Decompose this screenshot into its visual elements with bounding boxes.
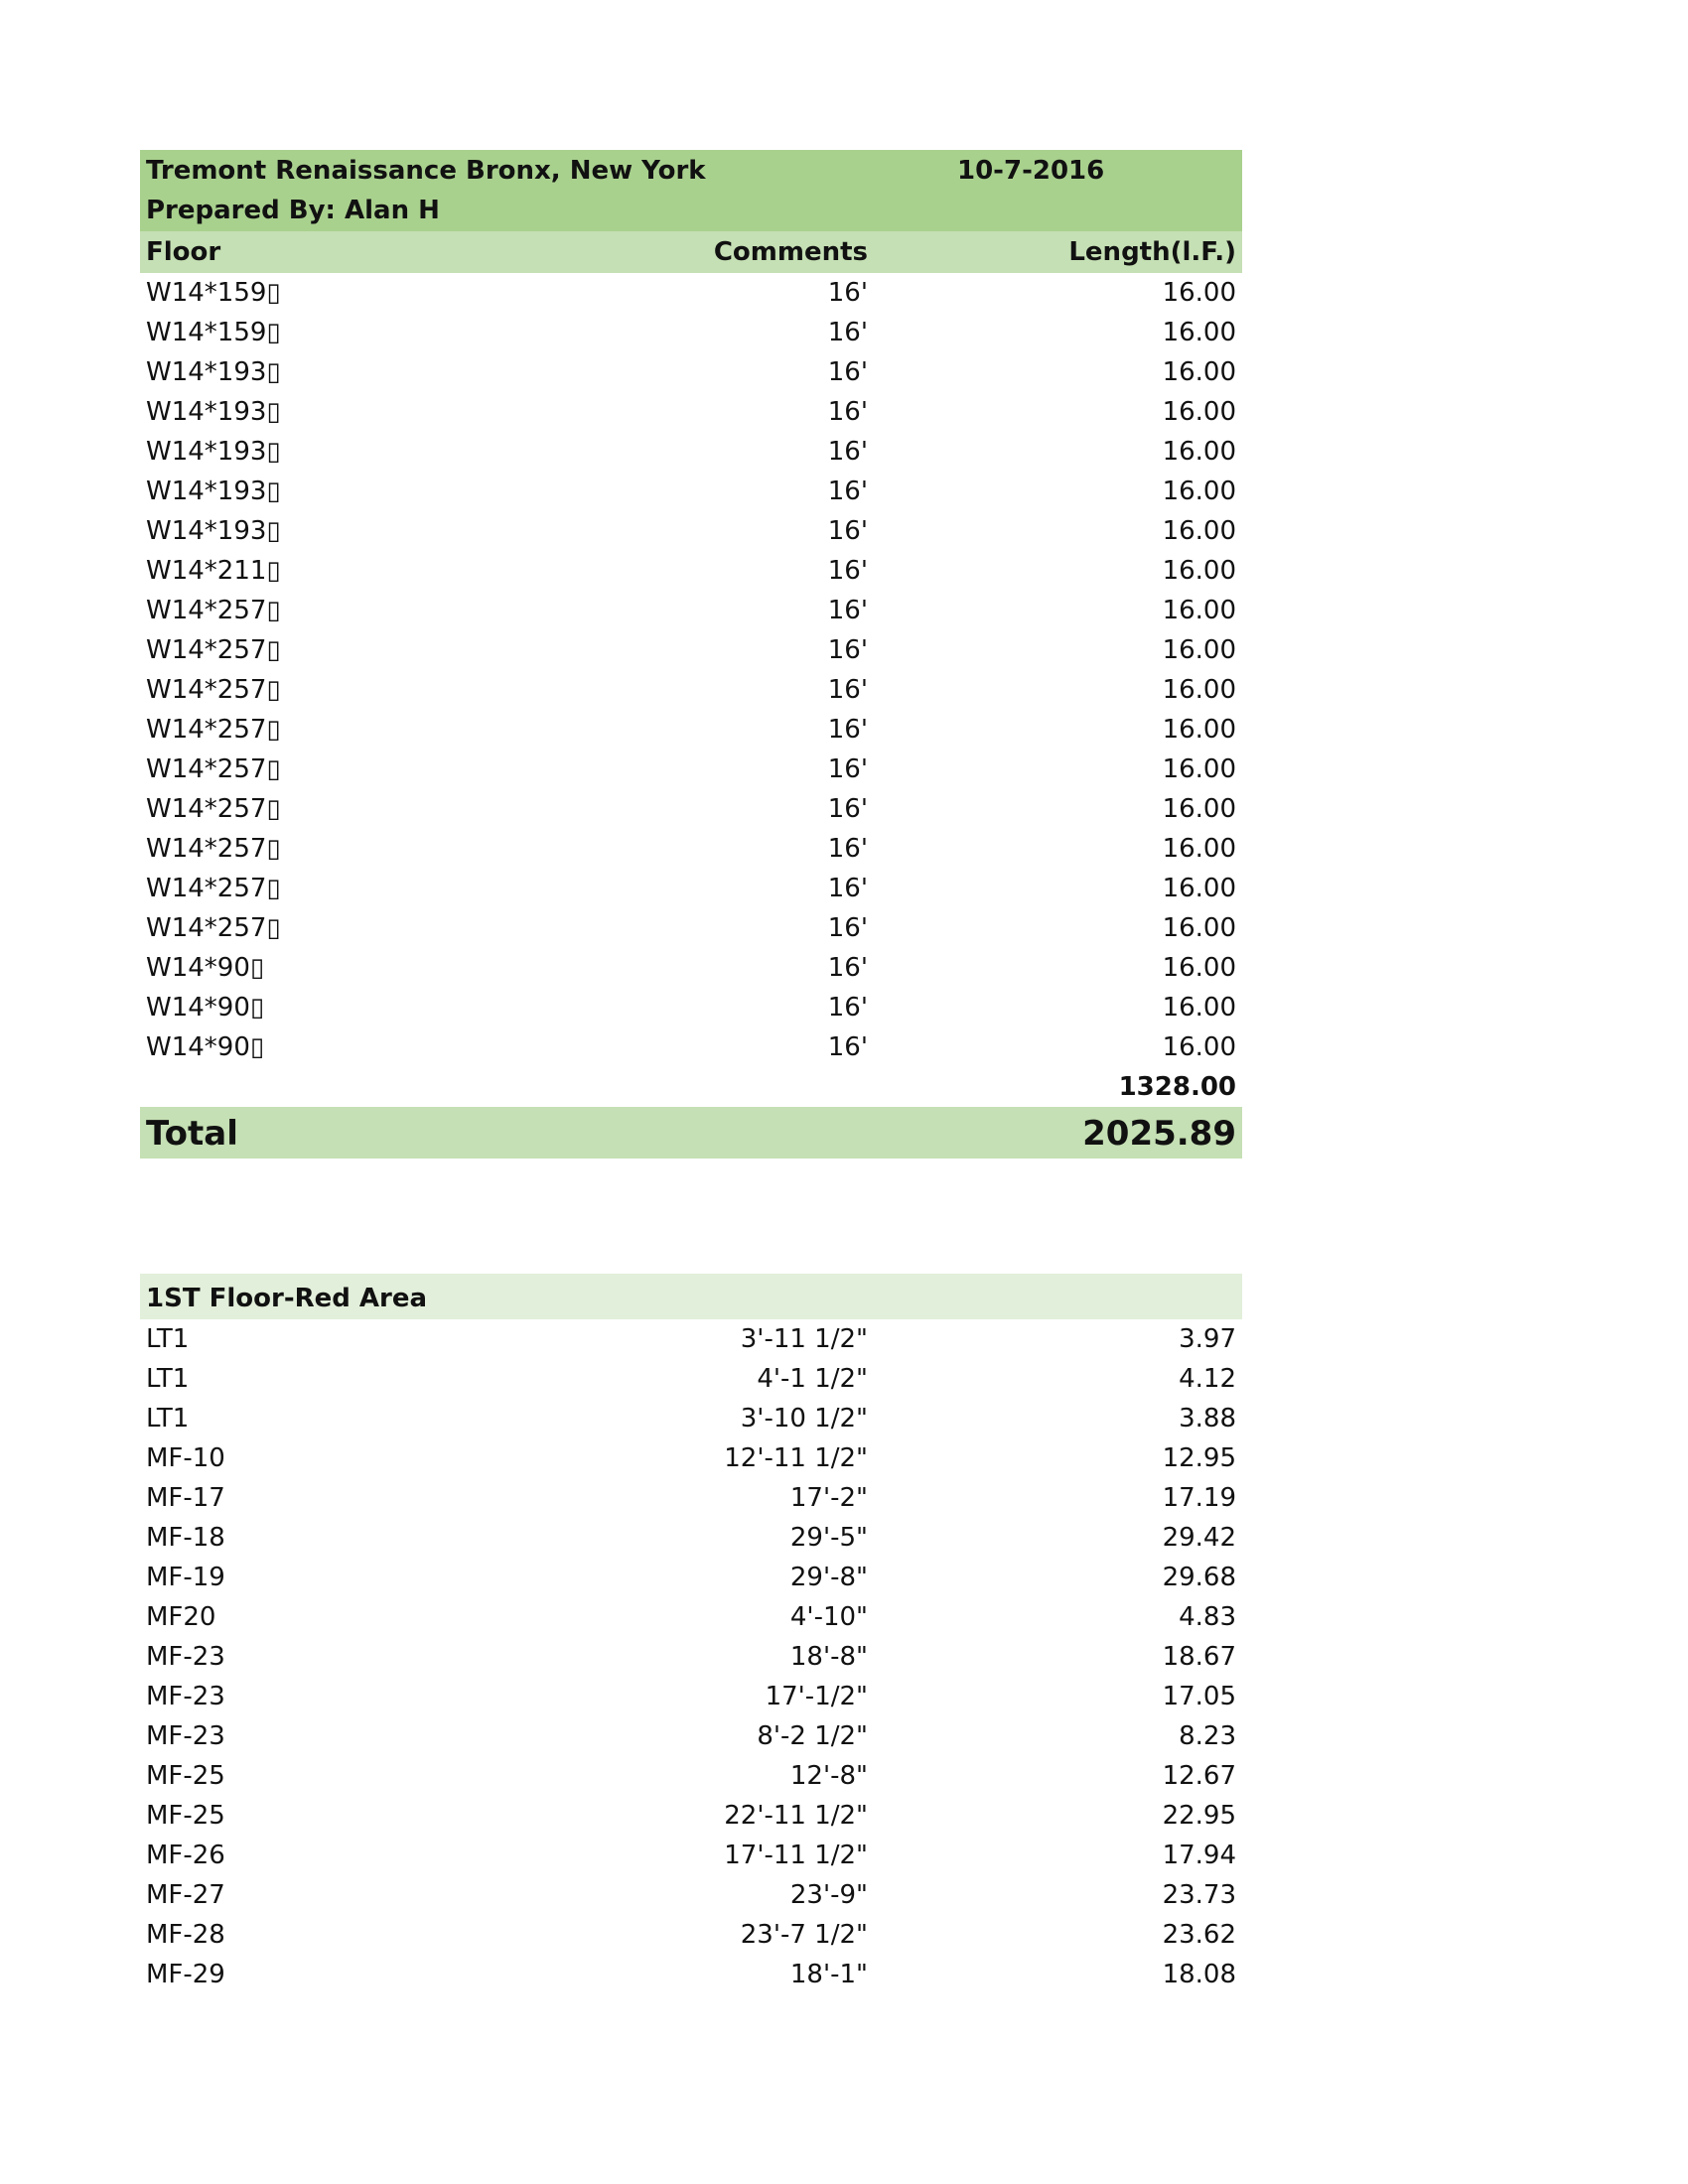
row-comment: 18'-1" [789,1960,868,1989]
row-length: 12.67 [1162,1761,1236,1791]
row-floor: W14*257▯ [146,874,281,903]
table-row [140,1875,1242,1915]
row-floor: W14*193▯ [146,437,281,467]
row-length: 29.42 [1162,1523,1236,1553]
row-length: 12.95 [1162,1443,1236,1473]
row-length: 17.94 [1162,1841,1236,1870]
row-floor: MF20 [146,1602,216,1632]
row-floor: W14*193▯ [146,357,281,387]
row-length: 22.95 [1162,1801,1236,1831]
row-floor: MF-23 [146,1642,225,1672]
floor-rows [140,273,1242,1067]
row-length: 16.00 [1162,477,1236,506]
row-comment: 16' [827,1032,868,1062]
table-row [140,551,1242,591]
total-label: Total [146,1114,238,1154]
row-length: 16.00 [1162,357,1236,387]
table-row [140,1597,1242,1637]
row-comment: 4'-1 1/2" [757,1364,868,1394]
table-row [140,750,1242,789]
row-comment: 17'-1/2" [765,1682,868,1711]
row-floor: LT1 [146,1364,190,1394]
row-floor: W14*193▯ [146,397,281,427]
row-comment: 23'-9" [789,1880,868,1910]
row-floor: W14*90▯ [146,953,265,983]
row-length: 17.19 [1162,1483,1236,1513]
row-length: 23.73 [1162,1880,1236,1910]
row-floor: MF-17 [146,1483,225,1513]
row-comment: 4'-10" [789,1602,868,1632]
row-comment: 16' [827,913,868,943]
table-row [140,511,1242,551]
row-length: 16.00 [1162,874,1236,903]
row-floor: MF-29 [146,1960,225,1989]
row-floor: MF-19 [146,1563,225,1592]
row-comment: 16' [827,477,868,506]
table-row [140,1438,1242,1478]
table-row [140,432,1242,472]
prepared-by-row [140,191,1242,231]
row-length: 16.00 [1162,794,1236,824]
comments-column-header: Comments [713,237,868,267]
row-length: 4.83 [1179,1602,1236,1632]
row-length: 29.68 [1162,1563,1236,1592]
row-comment: 18'-8" [789,1642,868,1672]
table-row [140,472,1242,511]
row-floor: W14*257▯ [146,596,281,625]
row-comment: 17'-2" [789,1483,868,1513]
red-area-table [140,1274,1242,1994]
row-length: 16.00 [1162,675,1236,705]
row-comment: 16' [827,715,868,745]
table-row [140,1756,1242,1796]
table-row [140,988,1242,1027]
row-floor: LT1 [146,1404,190,1433]
row-comment: 16' [827,318,868,347]
section-title: 1ST Floor-Red Area [146,1284,428,1313]
row-comment: 16' [827,596,868,625]
row-comment: 22'-11 1/2" [724,1801,868,1831]
row-floor: LT1 [146,1324,190,1354]
row-length: 16.00 [1162,993,1236,1023]
table-row [140,789,1242,829]
row-comment: 23'-7 1/2" [740,1920,868,1950]
row-floor: W14*257▯ [146,635,281,665]
row-comment: 16' [827,794,868,824]
row-comment: 16' [827,874,868,903]
row-comment: 16' [827,993,868,1023]
row-comment: 8'-2 1/2" [757,1721,868,1751]
row-comment: 16' [827,516,868,546]
row-floor: W14*257▯ [146,794,281,824]
row-length: 18.08 [1162,1960,1236,1989]
project-name: Tremont Renaissance Bronx, New York [146,156,706,186]
red-area-rows [140,1319,1242,1994]
row-length: 16.00 [1162,516,1236,546]
row-floor: W14*159▯ [146,318,281,347]
table-row [140,1637,1242,1677]
row-floor: MF-18 [146,1523,225,1553]
row-floor: W14*257▯ [146,675,281,705]
row-length: 16.00 [1162,754,1236,784]
floor-column-header: Floor [146,237,221,267]
row-comment: 17'-11 1/2" [724,1841,868,1870]
row-floor: MF-10 [146,1443,225,1473]
row-comment: 16' [827,675,868,705]
table-row [140,710,1242,750]
row-length: 16.00 [1162,596,1236,625]
row-comment: 3'-10 1/2" [740,1404,868,1433]
table-row [140,1359,1242,1399]
row-floor: MF-23 [146,1682,225,1711]
section-title-row [140,1274,1242,1319]
row-floor: W14*90▯ [146,1032,265,1062]
row-comment: 16' [827,397,868,427]
row-comment: 16' [827,556,868,586]
row-length: 18.67 [1162,1642,1236,1672]
row-floor: MF-25 [146,1801,225,1831]
table-row [140,352,1242,392]
project-header-row [140,150,1242,191]
row-comment: 16' [827,635,868,665]
row-comment: 3'-11 1/2" [740,1324,868,1354]
row-comment: 16' [827,437,868,467]
row-length: 16.00 [1162,556,1236,586]
table-row [140,1955,1242,1994]
row-floor: W14*257▯ [146,913,281,943]
row-length: 3.97 [1179,1324,1236,1354]
total-row [140,1107,1242,1159]
table-row [140,1518,1242,1558]
table-row [140,1796,1242,1836]
table-row [140,1027,1242,1067]
row-length: 3.88 [1179,1404,1236,1433]
row-length: 16.00 [1162,278,1236,308]
total-value: 2025.89 [1082,1114,1236,1154]
table-row [140,313,1242,352]
table-row [140,1478,1242,1518]
row-floor: W14*159▯ [146,278,281,308]
table-row [140,1716,1242,1756]
column-header-row [140,231,1242,273]
table-row [140,829,1242,869]
row-length: 16.00 [1162,834,1236,864]
report-date: 10-7-2016 [957,156,1105,186]
table-row [140,1319,1242,1359]
row-length: 16.00 [1162,1032,1236,1062]
subtotal-value: 1328.00 [1118,1072,1236,1102]
table-row [140,948,1242,988]
row-length: 16.00 [1162,397,1236,427]
table-row [140,1558,1242,1597]
row-floor: W14*211▯ [146,556,281,586]
row-comment: 16' [827,357,868,387]
row-length: 16.00 [1162,715,1236,745]
row-floor: MF-27 [146,1880,225,1910]
beam-length-table [140,150,1242,1159]
row-comment: 12'-11 1/2" [724,1443,868,1473]
table-row [140,869,1242,908]
row-length: 16.00 [1162,318,1236,347]
row-comment: 16' [827,953,868,983]
row-length: 8.23 [1179,1721,1236,1751]
row-floor: W14*257▯ [146,715,281,745]
row-floor: W14*90▯ [146,993,265,1023]
row-length: 4.12 [1179,1364,1236,1394]
table-row [140,273,1242,313]
row-comment: 16' [827,278,868,308]
table-row [140,1399,1242,1438]
row-length: 23.62 [1162,1920,1236,1950]
row-comment: 16' [827,834,868,864]
row-comment: 29'-8" [789,1563,868,1592]
row-length: 16.00 [1162,437,1236,467]
row-comment: 16' [827,754,868,784]
row-floor: W14*193▯ [146,477,281,506]
table-row [140,1915,1242,1955]
row-comment: 12'-8" [789,1761,868,1791]
table-row [140,1836,1242,1875]
table-row [140,591,1242,630]
table-row [140,670,1242,710]
row-floor: W14*257▯ [146,754,281,784]
row-comment: 29'-5" [789,1523,868,1553]
subtotal-row [140,1067,1242,1107]
row-length: 16.00 [1162,635,1236,665]
row-length: 17.05 [1162,1682,1236,1711]
row-floor: MF-28 [146,1920,225,1950]
table-row [140,392,1242,432]
prepared-by: Prepared By: Alan H [146,196,440,225]
row-floor: MF-25 [146,1761,225,1791]
row-floor: W14*257▯ [146,834,281,864]
row-length: 16.00 [1162,953,1236,983]
row-floor: W14*193▯ [146,516,281,546]
row-floor: MF-23 [146,1721,225,1751]
table-row [140,908,1242,948]
row-length: 16.00 [1162,913,1236,943]
row-floor: MF-26 [146,1841,225,1870]
table-row [140,1677,1242,1716]
length-column-header: Length(l.F.) [1068,237,1236,267]
table-row [140,630,1242,670]
